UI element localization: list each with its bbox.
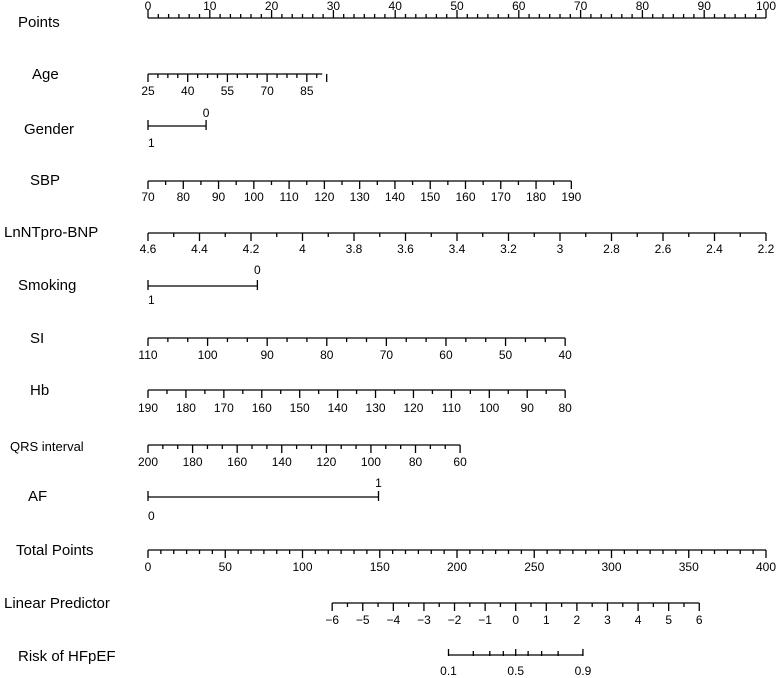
hb-tick-label: 150 [289,401,310,415]
si-tick-label: 80 [320,348,334,362]
linear-predictor-tick-label: −1 [478,613,492,627]
row-label-qrs-interval: QRS interval [10,439,84,454]
risk-tick-label: 0.9 [574,664,592,678]
total-points-tick-label: 300 [601,560,622,574]
row-label-gender: Gender [24,121,75,138]
points-tick-label: 60 [512,0,526,13]
total-points-tick-label: 0 [144,560,152,574]
age-tick-label: 85 [300,84,314,98]
qrs-interval-tick-label: 100 [360,455,381,469]
points-tick-label: 80 [635,0,650,13]
qrs-interval-tick-label: 140 [271,455,292,469]
total-points-tick-label: 100 [292,560,313,574]
total-points-tick-label: 200 [446,560,468,574]
si-tick-label: 90 [260,348,274,362]
hb-tick-label: 120 [403,401,424,415]
linear-predictor-tick-label: 4 [634,613,642,627]
lnntpro-bnp-tick-label: 2.6 [654,242,672,256]
lnntpro-bnp-tick-label: 2.2 [757,242,775,256]
total-points-tick-label: 50 [218,560,232,574]
lnntpro-bnp-tick-label: 3.8 [345,242,363,256]
qrs-interval-tick-label: 160 [227,455,248,469]
total-points-tick-label: 250 [524,560,545,574]
hb-tick-label: 170 [213,401,234,415]
linear-predictor-tick-label: 2 [573,613,581,627]
hb-tick-label: 190 [137,401,159,415]
total-points-tick-label: 150 [369,560,390,574]
sbp-tick-label: 70 [141,190,155,204]
si-tick-label: 110 [138,348,158,362]
linear-predictor-tick-label: 0 [512,613,520,627]
row-label-si: SI [30,330,45,347]
gender-category-label: 1 [148,136,155,150]
row-label-sbp: SBP [30,172,61,189]
row-label-smoking: Smoking [18,277,77,294]
points-tick-label: 10 [203,0,217,13]
sbp-tick-label: 110 [279,190,299,204]
row-label-hb: Hb [30,382,50,399]
points-tick-label: 40 [388,0,402,13]
row-label-risk-of-hfpef: Risk of HFpEF [18,648,116,665]
af-category-label: 0 [148,509,155,523]
risk-tick-label: 0.5 [507,664,525,678]
linear-predictor-tick-label: −6 [325,613,340,627]
points-tick-label: 90 [697,0,711,13]
risk-tick-label: 0.1 [440,664,457,678]
qrs-interval-tick-label: 80 [408,455,423,469]
sbp-tick-label: 160 [455,190,476,204]
af-category-label: 1 [375,476,382,490]
lnntpro-bnp-tick-label: 3.4 [448,242,466,256]
hb-tick-label: 100 [479,401,500,415]
row-label-af: AF [28,488,48,505]
gender-category-label: 0 [202,106,210,120]
smoking-category-label: 1 [148,293,155,307]
sbp-tick-label: 180 [526,190,547,204]
linear-predictor-tick-label: −3 [417,613,431,627]
linear-predictor-tick-label: 1 [542,613,550,627]
row-label-lnntpro-bnp: LnNTpro-BNP [4,224,99,241]
hb-tick-label: 180 [175,401,196,415]
total-points-tick-label: 350 [678,560,699,574]
row-label-linear-predictor: Linear Predictor [4,595,110,612]
linear-predictor-tick-label: 3 [604,613,611,627]
qrs-interval-tick-label: 60 [453,455,467,469]
age-tick-label: 55 [220,84,235,98]
sbp-tick-label: 90 [211,190,226,204]
qrs-interval-tick-label: 200 [137,455,159,469]
linear-predictor-tick-label: 6 [695,613,703,627]
row-label-age: Age [32,66,59,83]
sbp-tick-label: 130 [349,190,370,204]
age-tick-label: 40 [181,84,195,98]
linear-predictor-tick-label: −2 [447,613,462,627]
smoking-category-label: 0 [254,263,261,277]
points-tick-label: 70 [573,0,588,13]
row-label-points: Points [18,14,60,31]
hb-tick-label: 130 [365,401,386,415]
qrs-interval-tick-label: 180 [182,455,203,469]
sbp-tick-label: 140 [384,190,405,204]
hb-tick-label: 140 [327,401,348,415]
qrs-interval-tick-label: 120 [316,455,337,469]
si-tick-label: 60 [439,348,453,362]
points-tick-label: 20 [264,0,279,13]
age-tick-label: 70 [260,84,274,98]
linear-predictor-tick-label: 5 [665,613,673,627]
lnntpro-bnp-tick-label: 4 [299,242,306,256]
sbp-tick-label: 150 [420,190,441,204]
si-tick-label: 100 [197,348,218,362]
linear-predictor-tick-label: −4 [386,613,401,627]
sbp-tick-label: 100 [243,190,264,204]
total-points-tick-label: 400 [755,560,777,574]
lnntpro-bnp-tick-label: 3.6 [397,242,414,256]
points-tick-label: 100 [755,0,777,13]
age-tick-label: 25 [141,84,155,98]
lnntpro-bnp-tick-label: 4.2 [242,242,260,256]
linear-predictor-tick-label: −5 [355,613,370,627]
points-tick-label: 0 [144,0,152,13]
sbp-tick-label: 190 [561,190,582,204]
lnntpro-bnp-tick-label: 4.6 [139,242,157,256]
hb-tick-label: 160 [251,401,272,415]
points-tick-label: 30 [326,0,341,13]
lnntpro-bnp-tick-label: 3.2 [500,242,517,256]
row-label-total-points: Total Points [16,542,94,559]
lnntpro-bnp-tick-label: 2.8 [603,242,620,256]
sbp-tick-label: 120 [314,190,335,204]
points-tick-label: 50 [450,0,464,13]
sbp-tick-label: 170 [490,190,511,204]
lnntpro-bnp-tick-label: 4.4 [191,242,208,256]
si-tick-label: 50 [498,348,513,362]
lnntpro-bnp-tick-label: 2.4 [706,242,723,256]
lnntpro-bnp-tick-label: 3 [556,242,564,256]
si-tick-label: 40 [558,348,572,362]
hb-tick-label: 90 [520,401,534,415]
hb-tick-label: 80 [558,401,572,415]
sbp-tick-label: 80 [176,190,190,204]
si-tick-label: 70 [379,348,394,362]
hb-tick-label: 110 [441,401,461,415]
